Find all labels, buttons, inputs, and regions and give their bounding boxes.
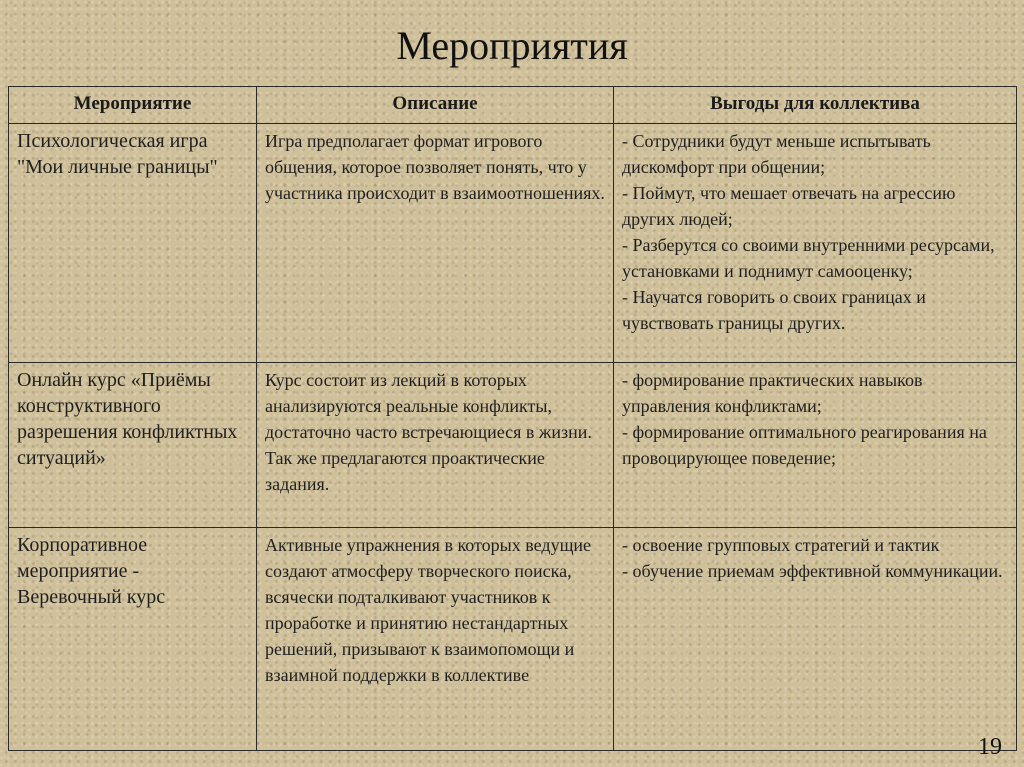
header-event: Мероприятие (9, 87, 257, 124)
events-table (8, 86, 1017, 751)
event-description: Игра предполагает формат игрового общения, которое позволяет понять, что у участника происходит в взаимоотношениях. (257, 124, 614, 363)
header-benefits: Выгоды для коллектива (614, 87, 1017, 124)
event-name: Корпоративное мероприятие - Веревочный курс (9, 528, 257, 751)
slide-title: Мероприятия (396, 23, 628, 68)
event-description: Активные упражнения в которых ведущие создают атмосферу творческого поиска, всячески подталкивают участников к проработке и принятию нестандартных решений, призывают к взаимопомощи и взаимной поддержки в коллективе (257, 528, 614, 751)
benefit-item: - формирование оптимального реагирования на провоцирующее поведение; (622, 422, 987, 468)
event-benefits (614, 363, 1017, 528)
benefit-item: - освоение групповых стратегий и тактик (622, 535, 940, 555)
event-name: Психологическая игра "Мои личные границы" (9, 124, 257, 363)
table-header-row (9, 87, 1017, 124)
page-number: 19 (978, 734, 1002, 760)
benefit-item: - обучение приемам эффективной коммуникации. (622, 561, 1003, 581)
table-row (9, 363, 1017, 528)
event-description: Курс состоит из лекций в которых анализируются реальные конфликты, достаточно часто встречающиеся в жизни. Так же предлагаются проактические задания. (257, 363, 614, 528)
benefit-item: - формирование практических навыков управления конфликтами; (622, 370, 923, 416)
event-benefits (614, 124, 1017, 363)
benefit-item: - Поймут, что мешает отвечать на агрессию других людей; (622, 183, 956, 229)
benefit-item: - Сотрудники будут меньше испытывать дискомфорт при общении; (622, 131, 931, 177)
table-row (9, 528, 1017, 751)
benefit-item: - Разберутся со своими внутренними ресурсами, установками и поднимут самооценку; (622, 235, 995, 281)
event-name: Онлайн курс «Приёмы конструктивного разрешения конфликтных ситуаций» (9, 363, 257, 528)
table-row (9, 124, 1017, 363)
event-benefits (614, 528, 1017, 751)
header-description: Описание (257, 87, 614, 124)
benefit-item: - Научатся говорить о своих границах и чувствовать границы других. (622, 287, 926, 333)
